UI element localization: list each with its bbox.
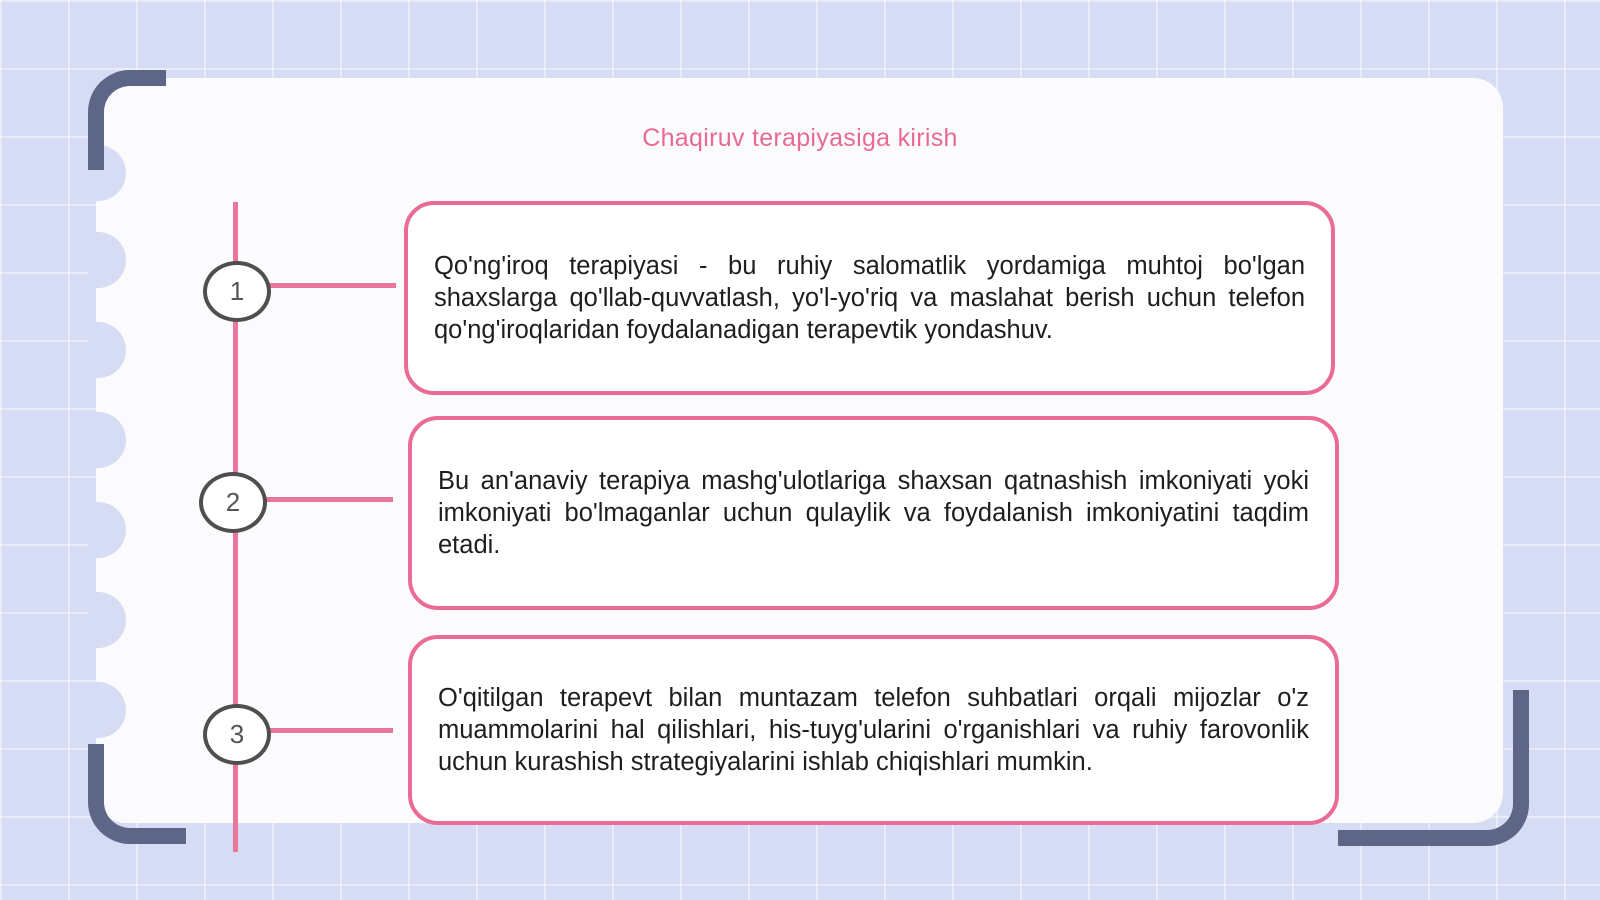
info-box-2 xyxy=(408,416,1339,610)
timeline-node-number: 3 xyxy=(229,719,245,749)
timeline-node-number: 2 xyxy=(225,487,241,517)
timeline-node-number: 1 xyxy=(229,276,245,306)
corner-bracket-bottom-right xyxy=(1338,690,1529,846)
info-box-3 xyxy=(408,635,1339,825)
info-box-text: Bu an'anaviy terapiya mashg'ulotlariga shaxsan qatnashish imkoniyati yoki imkoniyati bo'lmaganlar uchun qulaylik va foydalanish imkoniyatini taqdim etadi. xyxy=(438,467,1309,559)
timeline-connector xyxy=(268,728,393,733)
timeline-connector xyxy=(268,283,396,288)
corner-bracket-bottom-left xyxy=(88,744,186,844)
info-box-text: Qo'ng'iroq terapiyasi - bu ruhiy salomatlik yordamiga muhtoj bo'lgan shaxslarga qo'llab-quvvatlash, yo'l-yo'riq va maslahat berish uchun telefon qo'ng'iroqlaridan foydalanadigan terapevtik yondashuv. xyxy=(434,252,1305,344)
timeline-node-2 xyxy=(199,472,267,533)
info-box-text: O'qitilgan terapevt bilan muntazam telefon suhbatlari orqali mijozlar o'z muammolarini hal qilishlari, his-tuyg'ularini o'rganishlari va ruhiy farovonlik uchun kurashish strategiyalarini ishlab chiqishlari mumkin. xyxy=(438,684,1309,776)
info-box-1 xyxy=(404,201,1335,395)
timeline-connector xyxy=(265,497,393,502)
timeline-node-1 xyxy=(203,261,271,322)
slide-title: Chaqiruv terapiyasiga kirish xyxy=(642,124,958,152)
corner-bracket-top-left xyxy=(88,70,166,170)
timeline-node-3 xyxy=(203,704,271,765)
